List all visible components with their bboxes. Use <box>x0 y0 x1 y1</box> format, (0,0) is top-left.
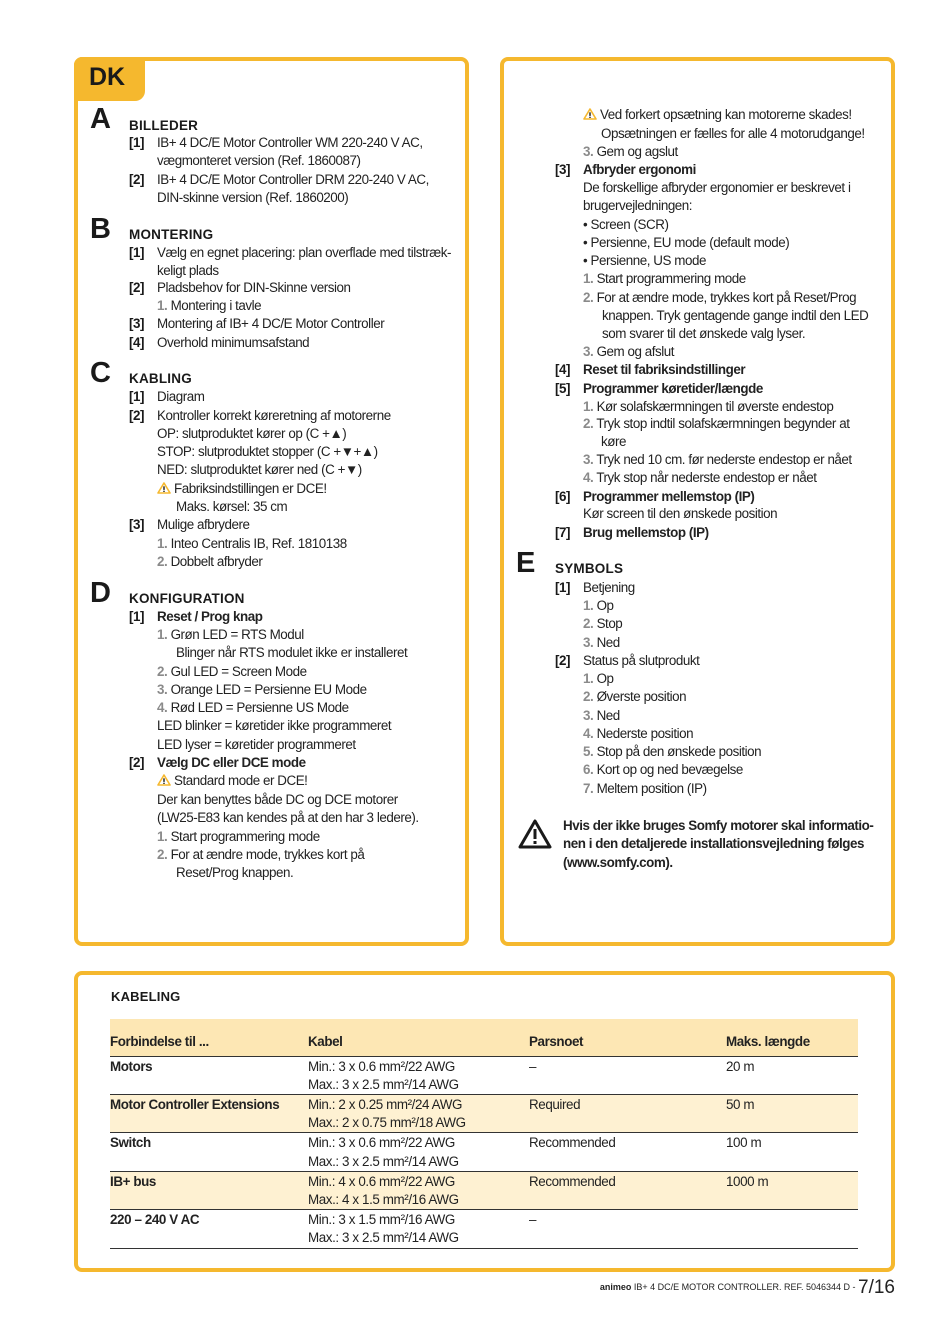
text-line <box>583 452 852 467</box>
text-content: Start programmering mode <box>170 829 320 844</box>
text-content: Tryk stop indtil solafskærmningen begynder at <box>596 416 850 431</box>
section-letter-b: B <box>90 213 111 245</box>
connection-cell: Motors <box>110 1056 308 1094</box>
text-line <box>583 525 709 540</box>
text-line <box>157 298 261 313</box>
step-number: 2. <box>157 554 168 569</box>
step-number: 1. <box>157 298 168 313</box>
text-content: keligt plads <box>157 263 219 278</box>
text-line <box>176 645 407 660</box>
text-content: Gem og afslut <box>596 344 675 359</box>
language-tab: DK <box>74 57 145 101</box>
text-line <box>583 290 856 305</box>
text-content: Rød LED = Persienne US Mode <box>170 700 349 715</box>
step-number: 1. <box>157 627 168 642</box>
length-cell: 100 m <box>726 1133 858 1171</box>
cable-max: Max.: 2 x 0.75 mm²/18 AWG <box>308 1115 466 1131</box>
item-number: [3] <box>555 162 571 177</box>
text-content: Orange LED = Persienne EU Mode <box>170 682 367 697</box>
text-line <box>602 326 805 341</box>
text-content: For at ændre mode, trykkes kort på <box>170 847 365 862</box>
item-number: [2] <box>129 408 145 423</box>
text-content: Pladsbehov for DIN-Skinne version <box>157 280 351 295</box>
item-number: [3] <box>129 517 145 532</box>
cable-min: Min.: 3 x 1.5 mm²/16 AWG <box>308 1212 455 1228</box>
text-line <box>157 829 320 844</box>
text-line <box>157 280 351 295</box>
text-content: Reset/Prog knappen. <box>176 865 294 880</box>
item-number: [1] <box>129 135 145 150</box>
text-line <box>176 865 293 880</box>
text-line <box>583 144 678 159</box>
text-line <box>157 190 348 205</box>
text-line <box>583 598 614 613</box>
warning-icon <box>583 108 597 120</box>
text-content: Nederste position <box>596 726 694 741</box>
text-line <box>157 426 346 441</box>
item-number: [6] <box>555 489 571 504</box>
text-content: For at ændre mode, trykkes kort på Reset/Prog <box>596 290 857 305</box>
step-number: 1. <box>583 271 594 286</box>
text-content: Vælg DC eller DCE mode <box>157 755 306 770</box>
text-line <box>176 499 287 514</box>
step-number: 4. <box>583 726 594 741</box>
text-line <box>157 536 347 551</box>
item-number: [1] <box>555 580 571 595</box>
length-cell: 20 m <box>726 1056 858 1094</box>
section-letter-a: A <box>90 103 111 135</box>
text-content: Kort op og ned bevægelse <box>596 762 743 777</box>
text-content: Vælg en egnet placering: plan overflade med tilstræk- <box>157 245 451 260</box>
step-number: 3. <box>583 635 594 650</box>
text-line <box>583 744 761 759</box>
text-content: Status på slutprodukt <box>583 653 700 668</box>
text-line <box>583 271 746 286</box>
table-row <box>110 1171 858 1209</box>
text-content: • Persienne, EU mode (default mode) <box>583 235 790 250</box>
text-content: Op <box>596 671 614 686</box>
text-line <box>157 389 204 404</box>
text-content: Dobbelt afbryder <box>170 554 263 569</box>
step-number: 2. <box>583 689 594 704</box>
step-number: 1. <box>157 829 168 844</box>
text-line <box>583 253 706 268</box>
item-number: [3] <box>129 316 145 331</box>
text-line <box>601 126 865 141</box>
step-number: 1. <box>583 598 594 613</box>
text-line <box>583 781 707 796</box>
step-number: 4. <box>157 700 168 715</box>
section-title-e: SYMBOLS <box>555 561 624 576</box>
text-line <box>583 180 850 195</box>
text-content: Tryk stop når nederste endestop er nået <box>596 470 817 485</box>
text-content: Programmer køretider/længde <box>583 381 763 396</box>
item-number: [1] <box>129 245 145 260</box>
text-line <box>583 671 614 686</box>
text-content: IB+ 4 DC/E Motor Controller WM 220-240 V AC, <box>157 135 423 150</box>
step-number: 2. <box>583 290 594 305</box>
step-number: 6. <box>583 762 594 777</box>
text-content: Der kan benyttes både DC og DCE motorer <box>157 792 398 807</box>
text-line <box>157 153 361 168</box>
text-line <box>583 653 699 668</box>
text-content: Stop <box>596 616 623 631</box>
cable-min: Min.: 2 x 0.25 mm²/24 AWG <box>308 1096 462 1112</box>
text-line <box>583 344 674 359</box>
section-title-b: MONTERING <box>129 227 214 242</box>
text-content: Standard mode er DCE! <box>174 773 308 788</box>
column-header: Parsnoet <box>529 1019 726 1056</box>
text-line <box>583 689 686 704</box>
text-line <box>583 506 777 521</box>
text-content: Fabriksindstillingen er DCE! <box>174 481 327 496</box>
text-content: • Persienne, US mode <box>583 253 706 268</box>
text-line <box>157 682 367 697</box>
step-number: 5. <box>583 744 594 759</box>
text-line <box>602 308 868 323</box>
text-line <box>157 609 262 624</box>
table-row <box>110 1133 858 1171</box>
text-content: OP: slutproduktet kører op (C +▲) <box>157 426 347 441</box>
warning-icon <box>157 482 171 494</box>
item-number: [1] <box>129 609 145 624</box>
text-line <box>583 470 816 485</box>
twisted-cell: Recommended <box>529 1171 726 1209</box>
text-line <box>157 737 356 752</box>
text-line <box>157 444 378 459</box>
text-content: Mulige afbrydere <box>157 517 250 532</box>
table-row <box>110 1210 858 1248</box>
text-line <box>157 755 306 770</box>
text-content: Ved forkert opsætning kan motorerne skades! <box>600 107 852 122</box>
text-line <box>583 198 692 213</box>
text-line <box>157 847 364 862</box>
column-header: Forbindelse til ... <box>110 1019 308 1056</box>
warning-note-line-1: Hvis der ikke bruges Somfy motorer skal informatio- <box>563 818 874 833</box>
text-content: LED lyser = køretider programmeret <box>157 737 356 752</box>
text-content: Overhold minimumsafstand <box>157 335 310 350</box>
text-line <box>583 580 635 595</box>
step-number: 2. <box>157 847 168 862</box>
item-number: [2] <box>129 755 145 770</box>
text-line <box>583 635 620 650</box>
step-number: 4. <box>583 470 594 485</box>
text-content: Meltem position (IP) <box>596 781 707 796</box>
text-content: Reset til fabriksindstillinger <box>583 362 746 377</box>
connection-cell: IB+ bus <box>110 1171 308 1209</box>
text-content: • Screen (SCR) <box>583 217 669 232</box>
item-number: [2] <box>129 280 145 295</box>
section-letter-c: C <box>90 357 111 389</box>
text-line <box>583 762 743 777</box>
text-line <box>583 416 849 431</box>
text-content: Brug mellemstop (IP) <box>583 525 709 540</box>
text-line <box>157 554 262 569</box>
text-content: vægmonteret version (Ref. 1860087) <box>157 153 361 168</box>
item-number: [2] <box>129 172 145 187</box>
page-footer <box>600 1277 895 1299</box>
text-content: Diagram <box>157 389 205 404</box>
warning-icon <box>157 774 171 786</box>
text-line <box>601 434 626 449</box>
text-content: Ned <box>596 708 620 723</box>
cable-cell <box>308 1056 529 1094</box>
item-number: [4] <box>555 362 571 377</box>
warning-note-line-3: (www.somfy.com). <box>563 855 673 870</box>
text-line <box>157 316 384 331</box>
text-content: Afbryder ergonomi <box>583 162 696 177</box>
step-number: 2. <box>583 416 594 431</box>
text-content: Montering af IB+ 4 DC/E Motor Controller <box>157 316 385 331</box>
step-number: 1. <box>583 399 594 414</box>
text-line <box>157 792 398 807</box>
item-number: [7] <box>555 525 571 540</box>
cable-max: Max.: 4 x 1.5 mm²/16 AWG <box>308 1191 459 1207</box>
text-line <box>583 235 789 250</box>
text-content: Tryk ned 10 cm. før nederste endestop er nået <box>596 452 852 467</box>
text-content: knappen. Tryk gentagende gange indtil den LED <box>602 308 869 323</box>
item-number: [4] <box>129 335 145 350</box>
twisted-cell: Recommended <box>529 1133 726 1171</box>
table-header-row <box>110 1019 858 1056</box>
text-content: Op <box>596 598 614 613</box>
step-number: 3. <box>583 144 594 159</box>
text-content: brugervejledningen: <box>583 198 693 213</box>
text-content: DIN-skinne version (Ref. 1860200) <box>157 190 349 205</box>
text-line <box>583 107 852 122</box>
text-line <box>157 718 391 733</box>
cable-max: Max.: 3 x 2.5 mm²/14 AWG <box>308 1076 459 1092</box>
text-line <box>157 172 429 187</box>
text-line <box>157 263 219 278</box>
text-line <box>157 135 423 150</box>
step-number: 1. <box>157 536 168 551</box>
column-header: Kabel <box>308 1019 529 1056</box>
section-letter-d: D <box>90 577 111 609</box>
column-header: Maks. længde <box>726 1019 858 1056</box>
text-line <box>583 726 693 741</box>
step-number: 1. <box>583 671 594 686</box>
text-content: Blinger når RTS modulet ikke er installeret <box>176 645 408 660</box>
footer-text: IB+ 4 DC/E MOTOR CONTROLLER. REF. 5046344 D - <box>633 1282 856 1292</box>
cable-min: Min.: 3 x 0.6 mm²/22 AWG <box>308 1058 455 1074</box>
text-content: Inteo Centralis IB, Ref. 1810138 <box>170 536 347 551</box>
text-line <box>157 481 327 496</box>
cable-table <box>110 1019 858 1249</box>
text-line <box>583 399 833 414</box>
text-content: Montering i tavle <box>170 298 262 313</box>
length-cell: 1000 m <box>726 1171 858 1209</box>
text-content: Kontroller korrekt køreretning af motorerne <box>157 408 391 423</box>
text-content: Gul LED = Screen Mode <box>170 664 307 679</box>
cable-max: Max.: 3 x 2.5 mm²/14 AWG <box>308 1153 459 1169</box>
text-content: Kør screen til den ønskede position <box>583 506 778 521</box>
step-number: 7. <box>583 781 594 796</box>
text-line <box>157 664 307 679</box>
text-content: Grøn LED = RTS Modul <box>170 627 304 642</box>
item-number: [1] <box>129 389 145 404</box>
text-line <box>583 616 622 631</box>
text-content: STOP: slutproduktet stopper (C +▼+▲) <box>157 444 378 459</box>
table-row <box>110 1056 858 1094</box>
page-number: 7/16 <box>858 1277 895 1298</box>
connection-cell: 220 – 240 V AC <box>110 1210 308 1248</box>
warning-triangle-icon <box>518 819 552 849</box>
cable-min: Min.: 3 x 0.6 mm²/22 AWG <box>308 1135 455 1151</box>
text-line <box>157 773 307 788</box>
text-content: IB+ 4 DC/E Motor Controller DRM 220-240 V AC, <box>157 172 429 187</box>
text-content: (LW25-E83 kan kendes på at den har 3 ledere). <box>157 810 419 825</box>
text-content: som svarer til det ønskede valg lyser. <box>602 326 806 341</box>
section-letter-e: E <box>516 547 536 579</box>
text-content: Kør solafskærmningen til øverste endestop <box>596 399 834 414</box>
text-content: NED: slutproduktet kører ned (C +▼) <box>157 462 362 477</box>
text-line <box>583 362 745 377</box>
text-content: De forskellige afbryder ergonomier er beskrevet i <box>583 180 851 195</box>
text-line <box>157 245 451 260</box>
cable-cell <box>308 1171 529 1209</box>
step-number: 2. <box>157 664 168 679</box>
section-title-a: BILLEDER <box>129 118 199 133</box>
cable-max: Max.: 3 x 2.5 mm²/14 AWG <box>308 1230 459 1246</box>
text-content: køre <box>601 434 626 449</box>
text-line <box>157 810 419 825</box>
table-row <box>110 1094 858 1132</box>
warning-note-line-2: nen i den detaljerede installationsvejledning følges <box>563 836 865 851</box>
text-content: Reset / Prog knap <box>157 609 263 624</box>
step-number: 3. <box>583 344 594 359</box>
twisted-cell: – <box>529 1210 726 1248</box>
text-content: Start programmering mode <box>596 271 746 286</box>
item-number: [5] <box>555 381 571 396</box>
cable-cell <box>308 1210 529 1248</box>
length-cell: 50 m <box>726 1094 858 1132</box>
text-content: Programmer mellemstop (IP) <box>583 489 755 504</box>
length-cell <box>726 1210 858 1248</box>
step-number: 3. <box>583 452 594 467</box>
item-number: [2] <box>555 653 571 668</box>
cable-table-title: KABELING <box>111 989 181 1004</box>
text-line <box>583 381 763 396</box>
section-title-c: KABLING <box>129 371 192 386</box>
text-line <box>157 517 250 532</box>
connection-cell: Switch <box>110 1133 308 1171</box>
text-line <box>157 462 362 477</box>
text-content: Stop på den ønskede position <box>596 744 762 759</box>
text-line <box>583 217 668 232</box>
step-number: 3. <box>583 708 594 723</box>
text-line <box>157 408 391 423</box>
text-content: Betjening <box>583 580 635 595</box>
text-line <box>583 489 754 504</box>
twisted-cell: – <box>529 1056 726 1094</box>
text-line <box>157 627 304 642</box>
text-line <box>583 162 696 177</box>
text-content: Øverste position <box>596 689 687 704</box>
text-content: Ned <box>596 635 620 650</box>
step-number: 2. <box>583 616 594 631</box>
text-line <box>157 700 349 715</box>
text-content: Opsætningen er fælles for alle 4 motorudgange! <box>601 126 865 141</box>
step-number: 3. <box>157 682 168 697</box>
cable-min: Min.: 4 x 0.6 mm²/22 AWG <box>308 1173 455 1189</box>
text-content: Gem og agslut <box>596 144 678 159</box>
connection-cell: Motor Controller Extensions <box>110 1094 308 1132</box>
twisted-cell: Required <box>529 1094 726 1132</box>
cable-cell <box>308 1133 529 1171</box>
text-line <box>583 708 620 723</box>
section-title-d: KONFIGURATION <box>129 591 245 606</box>
footer-brand: animeo <box>599 1282 632 1292</box>
text-content: Maks. kørsel: 35 cm <box>176 499 288 514</box>
text-line <box>157 335 309 350</box>
cable-cell <box>308 1094 529 1132</box>
text-content: LED blinker = køretider ikke programmeret <box>157 718 392 733</box>
